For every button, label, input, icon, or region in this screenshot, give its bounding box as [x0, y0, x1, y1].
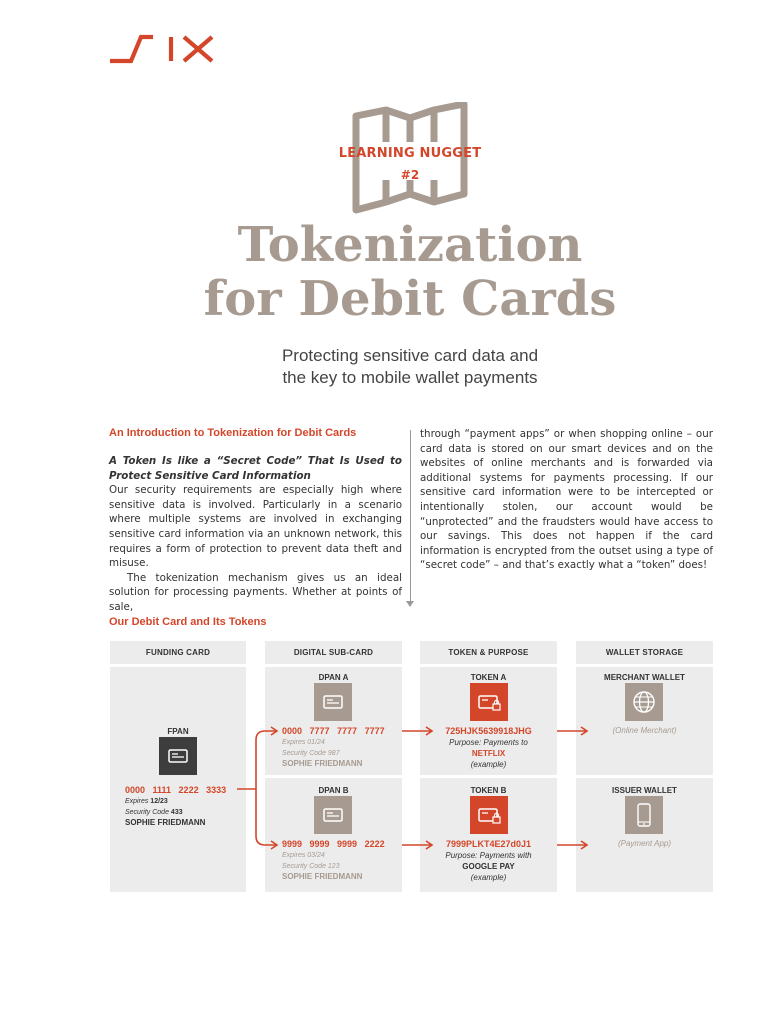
column-header-wallet: WALLET STORAGE [576, 641, 713, 664]
page-subtitle [200, 345, 620, 389]
intro-heading: An Introduction to Tokenization for Debit Cards [109, 427, 357, 439]
wallet-b-label: ISSUER WALLET [612, 786, 677, 795]
fpan-security: Security Code 433 [125, 809, 183, 816]
nugget-number: #2 [400, 168, 420, 182]
diagram-heading: Our Debit Card and Its Tokens [109, 616, 267, 628]
column-header-digital: DIGITAL SUB-CARD [265, 641, 402, 664]
dpan-a-expires: Expires 01/24 [282, 739, 325, 746]
funding-panel [110, 667, 246, 892]
dpan-a-number: 0000 7777 7777 7777 [282, 726, 385, 736]
intro-para-2: The tokenization mechanism gives us an ideal solution for processing payments. Whether at points of sale, [109, 571, 402, 613]
token-b-purpose: Purpose: Payments with GOOGLE PAY (example) [445, 851, 532, 882]
divider-arrow-icon [406, 601, 414, 607]
fpan-number: 0000 1111 2222 3333 [125, 785, 227, 795]
smartphone-icon [625, 796, 663, 834]
intro-lead: A Token Is like a “Secret Code” That Is Used to Protect Sensitive Card Information [109, 455, 402, 482]
wallet-b-note: (Payment App) [617, 839, 672, 848]
column-header-funding: FUNDING CARD [110, 641, 246, 664]
six-logo [109, 34, 217, 64]
column-divider [410, 430, 411, 604]
dpan-b-expires: Expires 03/24 [282, 852, 325, 859]
token-b-value: 7999PLKT4E27d0J1 [445, 839, 532, 849]
token-a-purpose: Purpose: Payments to NETFLIX (example) [449, 738, 528, 769]
wallet-a-label: MERCHANT WALLET [604, 673, 685, 682]
fpan-holder: SOPHIE FRIEDMANN [125, 818, 206, 827]
intro-para-1: Our security requirements are especially high where sensitive data is involved. Particularly in a scenario where multiple systems are involved in exchanging sensitive card information via an unknown network, this requires a form of protection to prevent data theft and misuse. [109, 484, 402, 570]
token-b-label: TOKEN B [470, 786, 507, 795]
intro-column-1 [109, 454, 402, 615]
intro-column-2: through “payment apps” or when shopping online – our card data is stored on our smart devices and on the websites of online merchants and is forwarded via additional systems for payments processing. If our sensitive card information were to be intercepted or intentionally stolen, our account would be “unprotected” and the fraudsters would have access to our savings. This does not happen if the card information is encrypted from the outset using a type of “secret code” – and that’s exactly what a “token” does! [420, 428, 713, 572]
globe-icon [625, 683, 663, 721]
dpan-b-number: 9999 9999 9999 2222 [282, 839, 385, 849]
card-icon [159, 737, 197, 775]
locked-card-icon [470, 796, 508, 834]
page-title [100, 218, 720, 326]
fpan-expires: Expires 12/23 [125, 798, 168, 805]
card-icon [314, 796, 352, 834]
dpan-a-label: DPAN A [318, 673, 349, 682]
locked-card-icon [470, 683, 508, 721]
token-a-label: TOKEN A [470, 673, 507, 682]
dpan-a-holder: SOPHIE FRIEDMANN [282, 759, 363, 768]
nugget-label: LEARNING NUGGET [338, 146, 482, 161]
title-line-2: for Debit Cards [203, 271, 617, 327]
dpan-b-security: Security Code 123 [282, 863, 340, 870]
dpan-a-security: Security Code 987 [282, 750, 340, 757]
token-a-value: 725HJK5639918JHG [445, 726, 532, 736]
card-icon [314, 683, 352, 721]
column-header-token: TOKEN & PURPOSE [420, 641, 557, 664]
subtitle-line-1: Protecting sensitive card data and [281, 346, 539, 365]
fpan-label: FPAN [167, 727, 189, 736]
title-line-1: Tokenization [237, 217, 583, 273]
wallet-a-note: (Online Merchant) [612, 726, 677, 735]
dpan-b-label: DPAN B [318, 786, 349, 795]
subtitle-line-2: the key to mobile wallet payments [282, 368, 538, 387]
dpan-b-holder: SOPHIE FRIEDMANN [282, 872, 363, 881]
